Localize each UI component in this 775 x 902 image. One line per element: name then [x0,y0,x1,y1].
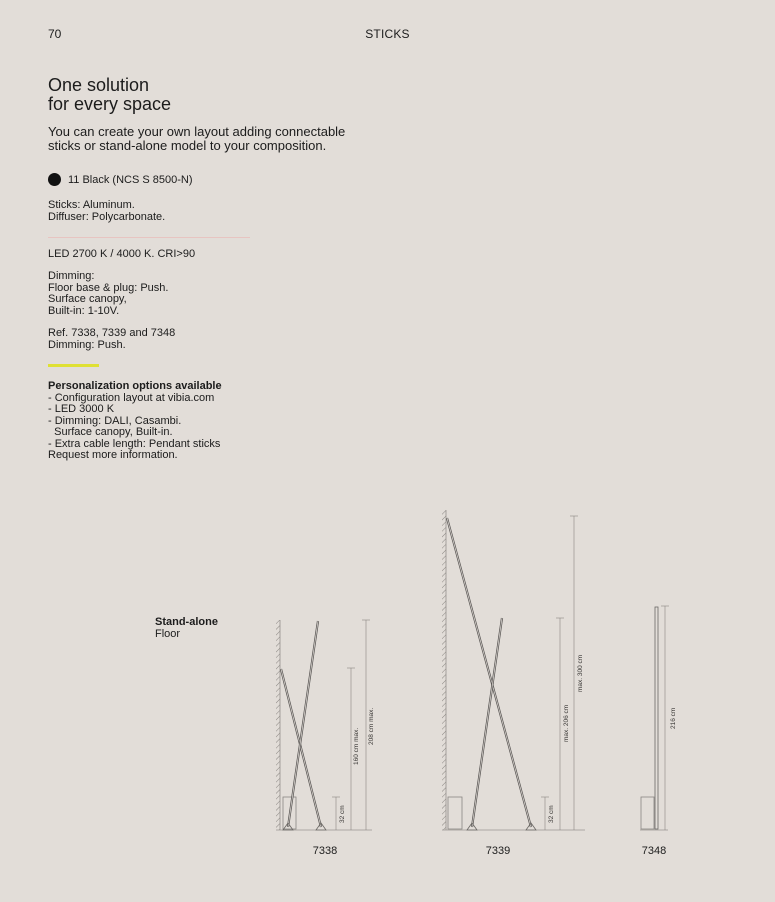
model-ref: 7339 [485,845,511,857]
personalization-item: Surface canopy, Built-in. [48,426,173,438]
stick-inner [472,618,502,827]
personalization-footer: Request more information. [48,449,178,461]
stick-inner [447,518,531,827]
category-title: Stand-alone [155,616,218,628]
stick [655,607,658,829]
floor-base [641,797,654,829]
drawing-7338 [276,620,375,857]
headline-line: One solution [48,75,150,95]
page-number: 70 [48,27,62,41]
materials-sticks: Sticks: Aluminum. [48,199,135,211]
refs-line: Dimming: Push. [48,338,126,351]
personalization-title: Personalization options available [48,380,222,392]
dimming-line: Surface canopy, [48,293,127,305]
section-title: STICKS [365,27,410,41]
refs-line: Ref. 7338, 7339 and 7348 [48,327,176,339]
wall-hatch [442,510,446,830]
dimension-label: max. 206 cm [563,704,570,742]
personalization-item: - Configuration layout at vibia.com [48,391,215,404]
dimming-line: Floor base & plug: Push. [48,281,169,294]
headline-line: for every space [48,94,172,114]
stick-inner [281,669,321,827]
intro-line: sticks or stand-alone model to your composition. [48,138,327,153]
dimension-label: 208 cm max. [368,707,375,745]
personalization-item: - Dimming: DALI, Casambi. [48,414,182,427]
drawing-7339 [442,510,585,857]
dimension-label: 32 cm [339,805,346,823]
personalization-item: - LED 3000 K [48,403,115,415]
personalization-item: - Extra cable length: Pendant sticks [48,437,221,450]
dimming-line: Built-in: 1-10V. [48,304,120,317]
dimension-label: 216 cm [670,707,677,729]
led-spec: LED 2700 K / 4000 K. CRI>90 [48,248,196,260]
dimension-label: 160 cm max. [353,727,360,765]
dimming-line: Dimming: [48,270,95,282]
category-subtitle: Floor [155,627,181,640]
intro-line: You can create your own layout adding connectable [48,124,346,139]
materials-diffuser: Diffuser: Polycarbonate. [48,210,166,223]
dimension-label: 32 cm [548,805,555,823]
wall-hatch [276,620,280,830]
model-ref: 7338 [312,845,338,857]
dimension-label: max. 300 cm [577,654,584,692]
drawing-7348 [640,606,677,857]
model-ref: 7348 [641,845,667,857]
finish-label: 11 Black (NCS S 8500-N) [68,174,193,186]
floor-base [448,797,462,829]
